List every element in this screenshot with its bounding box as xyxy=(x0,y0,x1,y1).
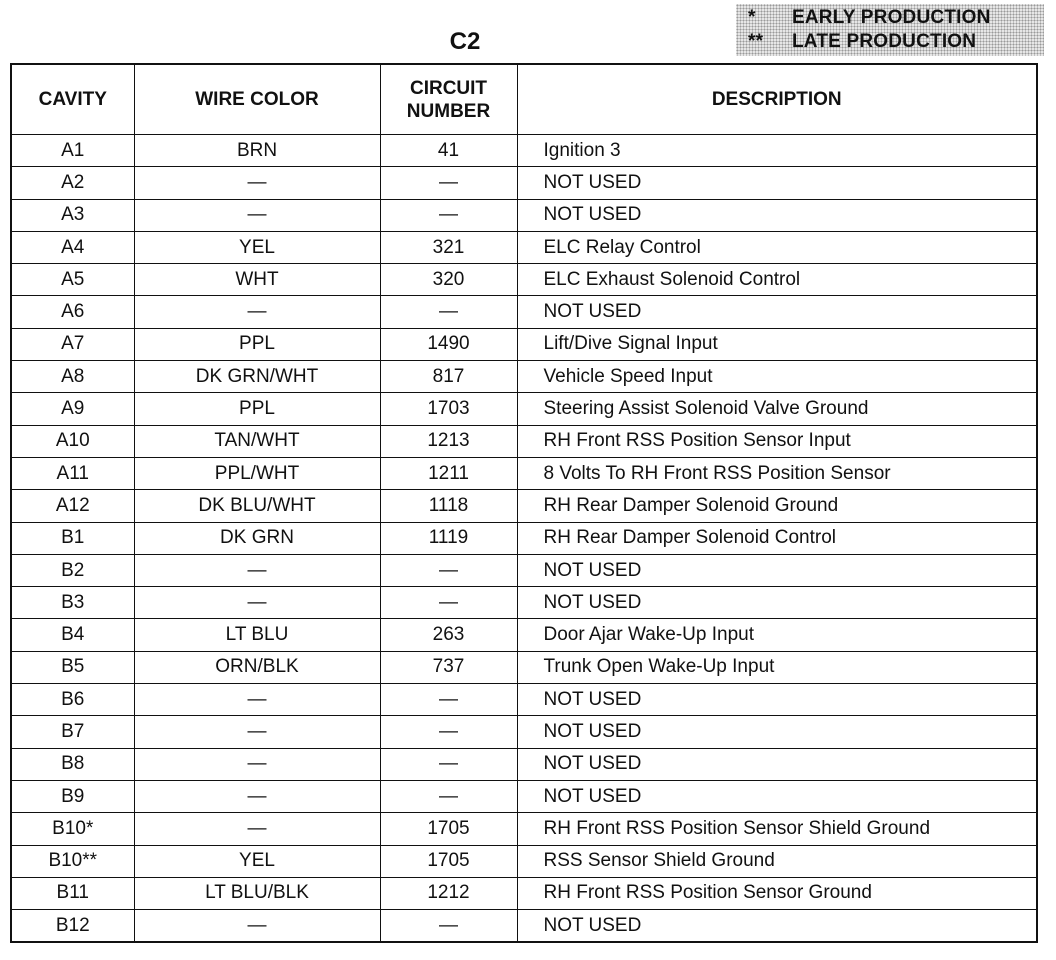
cell-wire-color: YEL xyxy=(134,231,380,263)
cell-wire-color: PPL xyxy=(134,393,380,425)
cell-circuit-number: 737 xyxy=(380,651,517,683)
cell-description: NOT USED xyxy=(517,684,1037,716)
cell-cavity: B4 xyxy=(11,619,134,651)
cell-description: NOT USED xyxy=(517,554,1037,586)
cell-circuit-number: 1212 xyxy=(380,877,517,909)
cell-wire-color: DK BLU/WHT xyxy=(134,490,380,522)
cell-cavity: A5 xyxy=(11,264,134,296)
cell-circuit-number: 1118 xyxy=(380,490,517,522)
cell-wire-color: — xyxy=(134,684,380,716)
cell-wire-color: — xyxy=(134,780,380,812)
cell-cavity: B2 xyxy=(11,554,134,586)
cell-wire-color: WHT xyxy=(134,264,380,296)
cell-description: Steering Assist Solenoid Valve Ground xyxy=(517,393,1037,425)
cell-description: NOT USED xyxy=(517,910,1037,943)
cell-cavity: B11 xyxy=(11,877,134,909)
cell-cavity: A6 xyxy=(11,296,134,328)
cell-cavity: A7 xyxy=(11,328,134,360)
legend-text: EARLY PRODUCTION xyxy=(792,7,991,28)
table-row xyxy=(11,780,1037,812)
cell-cavity: A11 xyxy=(11,457,134,489)
cell-cavity: B12 xyxy=(11,910,134,943)
table-row xyxy=(11,877,1037,909)
legend-symbol: ** xyxy=(748,31,764,52)
connector-title: C2 xyxy=(449,28,481,55)
cell-description: NOT USED xyxy=(517,199,1037,231)
table-row xyxy=(11,684,1037,716)
table-row xyxy=(11,619,1037,651)
table-row xyxy=(11,490,1037,522)
table-row xyxy=(11,457,1037,489)
cell-wire-color: BRN xyxy=(134,135,380,167)
cell-cavity: B10* xyxy=(11,813,134,845)
cell-description: NOT USED xyxy=(517,780,1037,812)
table-row xyxy=(11,813,1037,845)
cell-cavity: A3 xyxy=(11,199,134,231)
cell-wire-color: — xyxy=(134,554,380,586)
legend-row-early xyxy=(736,6,1044,30)
cell-circuit-number: — xyxy=(380,554,517,586)
table-row xyxy=(11,167,1037,199)
cell-circuit-number: 1213 xyxy=(380,425,517,457)
cell-wire-color: — xyxy=(134,587,380,619)
cell-cavity: A8 xyxy=(11,361,134,393)
cell-description: RH Front RSS Position Sensor Ground xyxy=(517,877,1037,909)
cell-description: Trunk Open Wake-Up Input xyxy=(517,651,1037,683)
cell-circuit-number: — xyxy=(380,910,517,943)
cell-circuit-number: — xyxy=(380,167,517,199)
table-row xyxy=(11,135,1037,167)
header-cavity: CAVITY xyxy=(11,64,134,135)
cell-wire-color: PPL/WHT xyxy=(134,457,380,489)
cell-cavity: B8 xyxy=(11,748,134,780)
cell-cavity: B6 xyxy=(11,684,134,716)
cell-circuit-number: 263 xyxy=(380,619,517,651)
table-row xyxy=(11,296,1037,328)
cell-wire-color: TAN/WHT xyxy=(134,425,380,457)
cell-wire-color: DK GRN xyxy=(134,522,380,554)
legend-symbol: * xyxy=(748,7,756,28)
cell-wire-color: LT BLU xyxy=(134,619,380,651)
cell-circuit-number: 1705 xyxy=(380,845,517,877)
table-row xyxy=(11,651,1037,683)
cell-description: 8 Volts To RH Front RSS Position Sensor xyxy=(517,457,1037,489)
table-row xyxy=(11,425,1037,457)
header-wire-color: WIRE COLOR xyxy=(134,64,380,135)
table-row xyxy=(11,716,1037,748)
cell-description: NOT USED xyxy=(517,167,1037,199)
cell-circuit-number: 1211 xyxy=(380,457,517,489)
cell-description: NOT USED xyxy=(517,748,1037,780)
cell-circuit-number: — xyxy=(380,780,517,812)
table-row xyxy=(11,264,1037,296)
cell-circuit-number: — xyxy=(380,199,517,231)
pinout-table xyxy=(10,63,1038,943)
cell-circuit-number: — xyxy=(380,587,517,619)
cell-cavity: B3 xyxy=(11,587,134,619)
header-circuit-line1: CIRCUIT xyxy=(409,77,488,99)
cell-description: RH Front RSS Position Sensor Shield Ground xyxy=(517,813,1037,845)
cell-cavity: B1 xyxy=(11,522,134,554)
cell-cavity: B5 xyxy=(11,651,134,683)
cell-cavity: A12 xyxy=(11,490,134,522)
table-row xyxy=(11,587,1037,619)
table-row xyxy=(11,554,1037,586)
cell-wire-color: DK GRN/WHT xyxy=(134,361,380,393)
cell-circuit-number: — xyxy=(380,716,517,748)
cell-circuit-number: — xyxy=(380,748,517,780)
table-row xyxy=(11,748,1037,780)
cell-cavity: B10** xyxy=(11,845,134,877)
table-row xyxy=(11,199,1037,231)
cell-description: Ignition 3 xyxy=(517,135,1037,167)
cell-circuit-number: 321 xyxy=(380,231,517,263)
cell-circuit-number: 817 xyxy=(380,361,517,393)
cell-circuit-number: — xyxy=(380,296,517,328)
cell-description: RH Front RSS Position Sensor Input xyxy=(517,425,1037,457)
cell-circuit-number: 41 xyxy=(380,135,517,167)
cell-cavity: A10 xyxy=(11,425,134,457)
cell-description: NOT USED xyxy=(517,587,1037,619)
cell-description: NOT USED xyxy=(517,296,1037,328)
table-row xyxy=(11,328,1037,360)
cell-circuit-number: 1705 xyxy=(380,813,517,845)
cell-description: ELC Relay Control xyxy=(517,231,1037,263)
cell-wire-color: PPL xyxy=(134,328,380,360)
cell-cavity: A1 xyxy=(11,135,134,167)
table-header-row xyxy=(11,64,1037,135)
table-row xyxy=(11,393,1037,425)
cell-circuit-number: 1490 xyxy=(380,328,517,360)
table-row xyxy=(11,361,1037,393)
table-row xyxy=(11,845,1037,877)
cell-wire-color: — xyxy=(134,748,380,780)
header-circuit-number xyxy=(380,64,517,135)
header-circuit-line2: NUMBER xyxy=(406,100,491,122)
cell-description: NOT USED xyxy=(517,716,1037,748)
cell-cavity: B7 xyxy=(11,716,134,748)
cell-cavity: B9 xyxy=(11,780,134,812)
table-row xyxy=(11,910,1037,943)
cell-cavity: A9 xyxy=(11,393,134,425)
header-description: DESCRIPTION xyxy=(517,64,1037,135)
cell-wire-color: — xyxy=(134,813,380,845)
cell-wire-color: — xyxy=(134,910,380,943)
cell-wire-color: — xyxy=(134,199,380,231)
cell-circuit-number: 320 xyxy=(380,264,517,296)
cell-description: Door Ajar Wake-Up Input xyxy=(517,619,1037,651)
cell-description: RH Rear Damper Solenoid Ground xyxy=(517,490,1037,522)
cell-wire-color: LT BLU/BLK xyxy=(134,877,380,909)
cell-wire-color: — xyxy=(134,716,380,748)
cell-wire-color: — xyxy=(134,296,380,328)
cell-circuit-number: 1119 xyxy=(380,522,517,554)
legend-text: LATE PRODUCTION xyxy=(792,31,977,52)
cell-wire-color: ORN/BLK xyxy=(134,651,380,683)
table-row xyxy=(11,522,1037,554)
cell-wire-color: YEL xyxy=(134,845,380,877)
cell-description: ELC Exhaust Solenoid Control xyxy=(517,264,1037,296)
cell-description: Lift/Dive Signal Input xyxy=(517,328,1037,360)
table-row xyxy=(11,231,1037,263)
cell-circuit-number: 1703 xyxy=(380,393,517,425)
cell-cavity: A4 xyxy=(11,231,134,263)
cell-description: RH Rear Damper Solenoid Control xyxy=(517,522,1037,554)
cell-description: RSS Sensor Shield Ground xyxy=(517,845,1037,877)
cell-circuit-number: — xyxy=(380,684,517,716)
cell-description: Vehicle Speed Input xyxy=(517,361,1037,393)
cell-wire-color: — xyxy=(134,167,380,199)
cell-cavity: A2 xyxy=(11,167,134,199)
